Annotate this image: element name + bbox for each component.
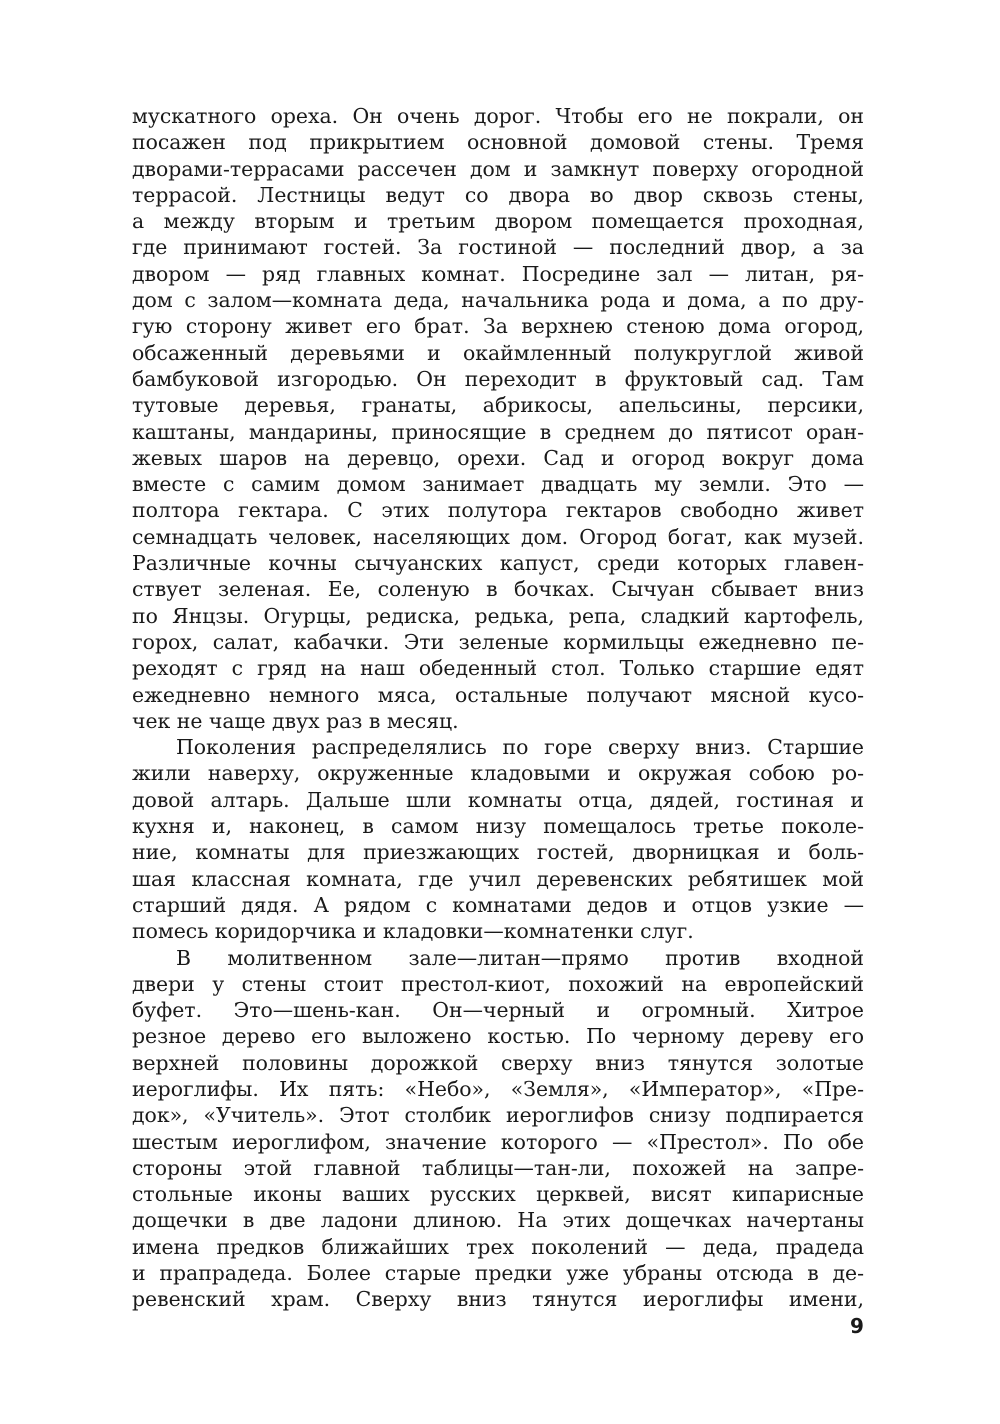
text-line-15: вместе с самим домом занимает двадцать му земли. Это — [132,472,864,497]
text-line-2: посажен под прикрытием основной домовой стены. Тремя [132,130,864,155]
text-line-21: горох, салат, кабачки. Эти зеленые кормильцы ежедневно пе- [132,629,864,654]
text-line-30: шая классная комната, где учил деревенских ребятишек мой [132,866,864,891]
page-number: 9 [850,1314,864,1338]
text-line-37: верхней половины дорожкой сверху вниз тянутся золотые [132,1050,864,1075]
text-line-39: док», «Учитель». Этот столбик иероглифов снизу подпирается [132,1103,864,1128]
text-line-18: Различные кочны сычуанских капуст, среди которых главен- [132,551,864,576]
text-line-5: а между вторым и третьим двором помещается проходная, [132,209,864,234]
text-line-43: дощечки в две ладони длиною. На этих дощечках начертаны [132,1208,864,1233]
text-line-25: Поколения распределялись по горе сверху вниз. Старшие [176,735,864,760]
text-line-4: террасой. Лестницы ведут со двора во двор сквозь стены, [132,182,864,207]
text-line-44: имена предков ближайших трех поколений — деда, прадеда [132,1234,864,1259]
text-line-7: двором — ряд главных комнат. Посредине зал — литан, ря- [132,261,864,286]
text-line-24: чек не чаще двух раз в месяц. [132,708,459,733]
text-line-22: реходят с гряд на наш обеденный стол. Только старшие едят [132,656,864,681]
text-line-46: ревенский храм. Сверху вниз тянутся иероглифы имени, [132,1287,864,1312]
text-line-31: старший дядя. А рядом с комнатами дедов и отцов узкие — [132,892,864,917]
text-line-40: шестым иероглифом, значение которого — «Престол». По обе [132,1129,864,1154]
text-line-29: ние, комнаты для приезжающих гостей, дворницкая и боль- [132,840,864,865]
text-line-13: каштаны, мандарины, приносящие в среднем до пятисот оран- [132,419,864,444]
text-line-42: стольные иконы ваших русских церквей, висят кипарисные [132,1182,864,1207]
text-line-6: где принимают гостей. За гостиной — последний двор, а за [132,235,864,260]
text-line-3: дворами-террасами рассечен дом и замкнут поверху огородной [132,156,864,181]
text-line-36: резное дерево его выложено костью. По черному дереву его [132,1024,864,1049]
text-line-20: по Янцзы. Огурцы, редиска, редька, репа, сладкий картофель, [132,603,864,628]
text-line-9: гую сторону живет его брат. За верхнею стеною дома огород, [132,314,864,339]
text-line-8: дом с залом—комната деда, начальника рода и дома, а по дру- [132,288,864,313]
text-line-16: полтора гектара. С этих полутора гектаров свободно живет [132,498,864,523]
text-line-23: ежедневно немного мяса, остальные получают мясной кусо- [132,682,864,707]
text-line-10: обсаженный деревьями и окаймленный полукруглой живой [132,340,864,365]
text-line-38: иероглифы. Их пять: «Небо», «Земля», «Император», «Пре- [132,1076,864,1101]
text-line-17: семнадцать человек, населяющих дом. Огород богат, как музей. [132,524,864,549]
text-line-12: тутовые деревья, гранаты, абрикосы, апельсины, персики, [132,393,864,418]
text-line-35: буфет. Это—шень-кан. Он—черный и огромный. Хитрое [132,998,864,1023]
text-line-26: жили наверху, окруженные кладовыми и окружая собою ро- [132,761,864,786]
text-line-1: мускатного ореха. Он очень дорог. Чтобы его не покрали, он [132,104,864,128]
page-body [132,103,864,1313]
text-line-33: В молитвенном зале—литан—прямо против входной [176,945,864,970]
text-line-14: жевых шаров на деревцо, орехи. Сад и огород вокруг дома [132,445,864,470]
text-line-27: довой алтарь. Дальше шли комнаты отца, дядей, гостиная и [132,787,864,812]
text-line-41: стороны этой главной таблицы—тан-ли, похожей на запре- [132,1155,864,1180]
text-line-11: бамбуковой изгородью. Он переходит в фруктовый сад. Там [132,366,864,391]
text-line-45: и прапрадеда. Более старые предки уже убраны отсюда в де- [132,1261,864,1286]
text-line-32: помесь коридорчика и кладовки—комнатенки слуг. [132,919,694,944]
text-line-34: двери у стены стоит престол-киот, похожий на европейский [132,971,864,996]
text-line-28: кухня и, наконец, в самом низу помещалось третье поколе- [132,814,864,839]
text-line-19: ствует зеленая. Ее, соленую в бочках. Сычуан сбывает вниз [132,577,864,602]
